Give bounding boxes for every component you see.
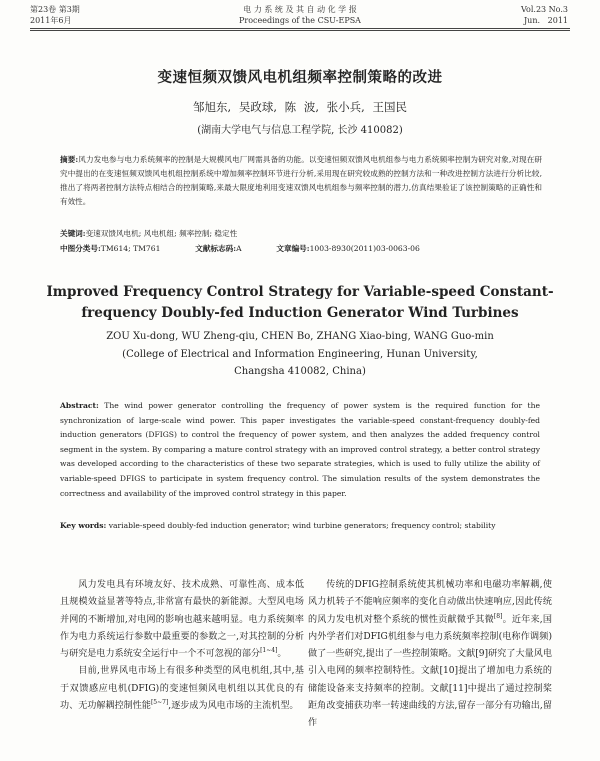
body-column-left bbox=[60, 577, 304, 715]
body-paragraph-text: 风力发电具有环境友好、技术成熟、可靠性高、成本低且规模效益显著等特点,非常富有最快的新能源。大型风电场并网的不断增加,对电网的影响也越来越明显。电力系统频率作为电力系统运行参数中最重要的参数之一,对其控制的分析与研究是电力系统安全运行中一个不可忽视的部分 bbox=[60, 580, 304, 660]
header-journal-zh: 电 力 系 统 及 其 自 动 化 学 报 bbox=[243, 5, 357, 14]
header-rule-2 bbox=[30, 30, 570, 31]
citation-ref: [1~4] bbox=[260, 647, 278, 655]
classification-line bbox=[60, 243, 542, 255]
keywords-en-text: variable-speed doubly-fed induction generator; wind turbine generators; frequency control; stability bbox=[108, 521, 496, 530]
keywords-zh-text: 变速双馈风电机; 风电机组; 频率控制; 稳定性 bbox=[85, 229, 238, 238]
body-paragraph bbox=[308, 577, 552, 733]
keywords-zh bbox=[60, 228, 542, 240]
header-volume-en: Vol.23 No.3 bbox=[521, 5, 568, 14]
header-date: 2011年6月 bbox=[30, 16, 72, 25]
clc-value: TM614; TM761 bbox=[100, 244, 161, 253]
affiliation-zh: (湖南大学电气与信息工程学院, 长沙 410082) bbox=[197, 125, 403, 136]
paper-title-en-line2: frequency Doubly-fed Induction Generator Wind Turbines bbox=[81, 305, 519, 321]
keywords-en-label: Key words: bbox=[60, 521, 107, 530]
abstract-zh-text: 风力发电参与电力系统频率的控制是大规模风电厂网需具备的功能。以变速恒频双馈风电机组参与电力系统频率控制为研究对象,对现在研究中提出的在变速恒频双馈风电机组控制系统中增加频率控制环节进行分析,采用现在研究较成熟的控制方法和一种改进控制方法进行分析比较,推出了将两者控制方法特点相结合的控制策略,来最大限度地利用变速双馈风电机组参与频率控制的潜力,仿真结果验证了该控制策略的正确性和有效性。 bbox=[60, 155, 542, 206]
header-rule bbox=[30, 28, 570, 29]
authors-en: ZOU Xu-dong, WU Zheng-qiu, CHEN Bo, ZHANG Xiao-bing, WANG Guo-min bbox=[106, 331, 494, 342]
header-journal-en: Proceedings of the CSU-EPSA bbox=[239, 16, 361, 25]
article-no-label: 文章编号: bbox=[276, 244, 310, 253]
doc-code-value: A bbox=[236, 244, 242, 253]
body-paragraph-text-cont: 。近年来,国内外学者们对DFIG机组参与电力系统频率控制(电称作调频)做了一些研究,提出了一些控制策略。文献[9]研究了大量风电引入电网的频率控制特性。文献[10]提出了增加电力系统的储能设备来支持频率的控制。文献[11]中提出了通过控制桨距角改变捕获功率一转速曲线的方法,留存一部分有功输出,留作 bbox=[308, 614, 552, 729]
body-paragraph-text: 传统的DFIG控制系统使其机械功率和电磁功率解耦,使风力机转子不能响应频率的变化自动做出快速响应,因此传统的风力发电机对整个系统的惯性贡献微乎其微 bbox=[308, 580, 552, 625]
body-paragraph bbox=[60, 577, 304, 663]
body-paragraph-end: ,逐步成为风电市场的主流机型。 bbox=[168, 701, 299, 712]
abstract-en-text: The wind power generator controlling the frequency of power system is the required function for the synchronization of large-scale wind power. This paper investigates the variable-speed constant-frequency doubly-fed induction generators (DFIGS) to control the frequency of power system, and then analyzes the added frequency control segment in the system. By comparing a mature control strategy with an improved control strategy, a better control strategy was developed according to the characteristics of these two separate strategies, which is used to fully utilize the ability of variable-speed DFIGS to participate in system frequency control. The simulation results of the system demonstrates the correctness and availability of the improved control strategy in this paper. bbox=[60, 401, 540, 498]
paper-title-en-line1: Improved Frequency Control Strategy for Variable-speed Constant- bbox=[46, 284, 554, 300]
keywords-en bbox=[60, 519, 540, 533]
body-paragraph-end: 。 bbox=[277, 649, 287, 660]
header-volume: 第23卷 第3期 bbox=[30, 5, 80, 14]
header-date-en: Jun. 2011 bbox=[523, 16, 568, 25]
body-paragraph-text: 目前,世界风电市场上有很多种类型的风电机组,其中,基于双馈感应电机(DFIG)的变速恒频风电机组以其优良的有功、无功解耦控制性能 bbox=[60, 666, 304, 712]
keywords-zh-label: 关键词: bbox=[60, 229, 86, 238]
affiliation-en-line2: Changsha 410082, China) bbox=[234, 365, 366, 377]
citation-ref: [8] bbox=[493, 612, 503, 620]
body-paragraph bbox=[60, 663, 304, 715]
article-no-value: 1003-8930(2011)03-0063-06 bbox=[309, 244, 420, 253]
abstract-en-label: Abstract: bbox=[60, 401, 99, 410]
abstract-zh-label: 摘要: bbox=[60, 155, 79, 164]
paper-title-zh: 变速恒频双馈风电机组频率控制策略的改进 bbox=[157, 69, 443, 86]
abstract-en bbox=[60, 399, 540, 501]
doc-code-label: 文献标志码: bbox=[195, 244, 237, 253]
affiliation-en-line1: (College of Electrical and Information Engineering, Hunan University, bbox=[122, 349, 478, 360]
clc-label: 中图分类号: bbox=[60, 244, 101, 253]
body-column-right bbox=[308, 577, 552, 733]
abstract-zh bbox=[60, 153, 542, 209]
paper-title-en bbox=[0, 282, 600, 324]
affiliation-en bbox=[0, 347, 600, 380]
authors-zh: 邹旭东, 吴政球, 陈 波, 张小兵, 王国民 bbox=[193, 100, 407, 114]
citation-ref: [5~7] bbox=[150, 699, 169, 707]
